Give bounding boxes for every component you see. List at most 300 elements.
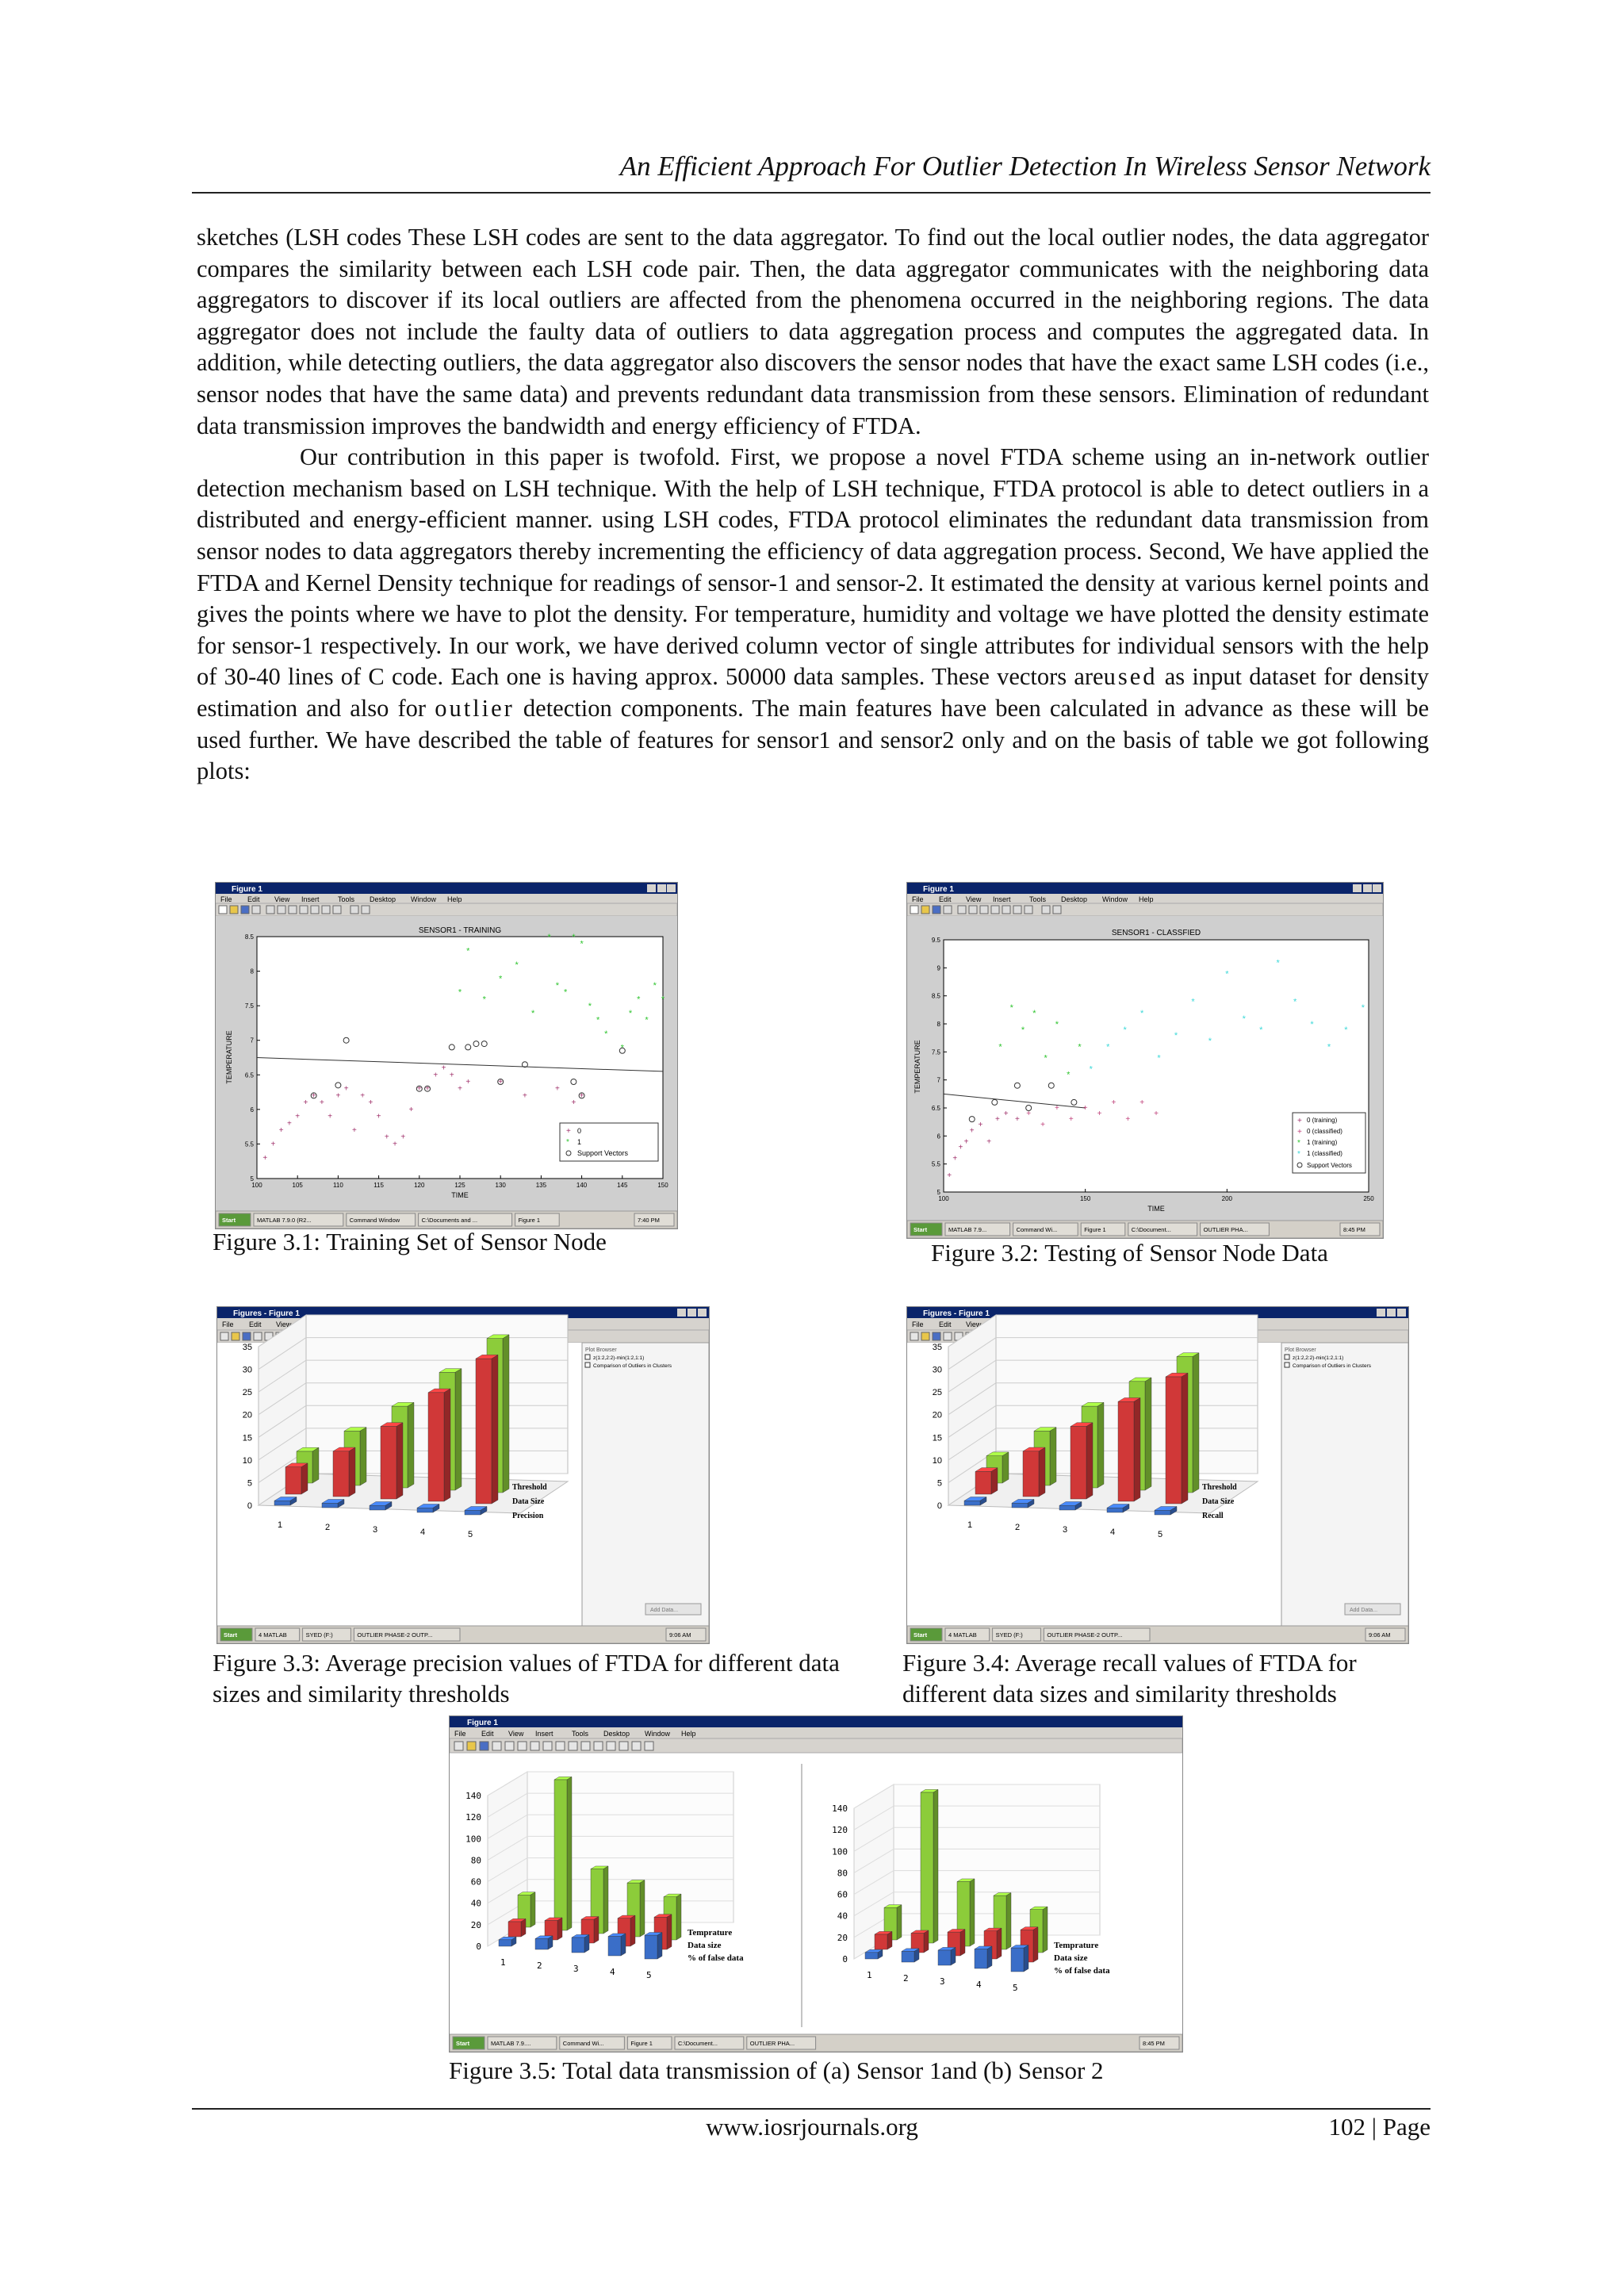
x-tick-label: 125 bbox=[454, 1182, 465, 1189]
taskbar-label: Command Wi... bbox=[562, 2040, 604, 2047]
bar-sensor-2-temprature-5-side bbox=[1043, 1907, 1048, 1953]
y-tick-label: 100 bbox=[465, 1834, 481, 1845]
colorbar-icon[interactable] bbox=[1042, 906, 1050, 914]
plot-browser-title: Plot Browser bbox=[1285, 1347, 1316, 1353]
class-1-point: * bbox=[1106, 1042, 1110, 1052]
x-tick-label: 4 bbox=[1110, 1527, 1116, 1537]
class-1-point: * bbox=[1344, 1025, 1348, 1036]
x-tick-label: 100 bbox=[251, 1182, 262, 1189]
class-1-point: * bbox=[1327, 1042, 1331, 1052]
menu-item-edit[interactable]: Edit bbox=[481, 1730, 494, 1738]
class-1-point: * bbox=[1067, 1070, 1071, 1080]
paragraph-2-part-e: detection components. The main features have been calculated in advance as these will be used further. We have described the table of features for sensor1 and sensor2 only and on the basis of table we got following plots: bbox=[197, 694, 1429, 785]
toolbar-button-icon[interactable] bbox=[944, 1332, 952, 1340]
class-0-point: + bbox=[498, 1078, 504, 1087]
x-tick-label: 200 bbox=[1221, 1195, 1233, 1202]
legend-label-0: 0 (training) bbox=[1307, 1117, 1338, 1124]
title-bar bbox=[907, 883, 1383, 894]
menu-item-edit[interactable]: Edit bbox=[249, 1320, 262, 1328]
y-tick-label: 120 bbox=[832, 1825, 848, 1836]
rotate-icon[interactable] bbox=[1002, 906, 1010, 914]
menu-item-tools[interactable]: Tools bbox=[1029, 895, 1047, 903]
menu-item-file[interactable]: File bbox=[912, 1320, 924, 1328]
class-0-point: + bbox=[303, 1098, 308, 1108]
figure-3-3-caption: Figure 3.3: Average precision values of FTDA for different data sizes and similarity thresholds bbox=[213, 1649, 840, 1708]
y-tick-label: 15 bbox=[242, 1433, 252, 1443]
bar-sensor-1--of-false-data-5 bbox=[645, 1935, 657, 1959]
brush-icon[interactable] bbox=[333, 906, 341, 914]
taskbar-label: Figure 1 bbox=[518, 1217, 541, 1224]
y-tick-label: 0 bbox=[247, 1501, 252, 1511]
menu-bar bbox=[220, 895, 462, 903]
legend bbox=[1293, 1113, 1365, 1173]
class-0-point: + bbox=[393, 1140, 398, 1149]
bar-data-size-1-side bbox=[991, 1468, 998, 1494]
x-tick-label: 1 bbox=[500, 1957, 506, 1968]
axis-series-label: % of false data bbox=[1054, 1966, 1110, 1976]
bar-sensor-1-data-size-3-side bbox=[594, 1917, 599, 1943]
y-tick-label: 140 bbox=[832, 1803, 848, 1814]
toolbar-button-icon[interactable] bbox=[581, 1742, 590, 1750]
bar-data-size-4 bbox=[428, 1393, 444, 1501]
y-tick-label: 8 bbox=[250, 968, 254, 976]
close-button[interactable] bbox=[1397, 1309, 1406, 1317]
toolbar-button-icon[interactable] bbox=[505, 1742, 514, 1750]
x-tick-label: 140 bbox=[576, 1182, 588, 1189]
class-0-point: + bbox=[554, 1084, 560, 1094]
taskbar-label: MATLAB 7.9.... bbox=[491, 2040, 531, 2047]
toolbar-button-icon[interactable] bbox=[543, 1742, 552, 1750]
bar-sensor-2-data-size-5-side bbox=[1033, 1927, 1038, 1962]
figure-3-1-screenshot bbox=[215, 882, 678, 1229]
menu-item-window[interactable]: Window bbox=[1102, 895, 1128, 903]
toolbar-button-icon[interactable] bbox=[607, 1742, 615, 1750]
legend-marker-0: + bbox=[1297, 1117, 1302, 1125]
legend-marker-0: + bbox=[566, 1127, 571, 1136]
minimize-button[interactable] bbox=[677, 1309, 686, 1317]
bar-threshold-4-side bbox=[455, 1369, 462, 1490]
brush-icon[interactable] bbox=[1025, 906, 1032, 914]
bar-recall-3 bbox=[1059, 1505, 1075, 1510]
window-title: Figure 1 bbox=[923, 885, 954, 894]
bar-sensor-2-data-size-2-side bbox=[924, 1930, 929, 1953]
menu-item-insert[interactable]: Insert bbox=[301, 895, 320, 903]
x-tick-label: 145 bbox=[617, 1182, 628, 1189]
toolbar-button-icon[interactable] bbox=[530, 1742, 539, 1750]
class-0-point: + bbox=[441, 1064, 446, 1073]
class-0-point: + bbox=[1040, 1121, 1045, 1130]
menu-item-view[interactable]: View bbox=[966, 1320, 982, 1328]
class-1-point: * bbox=[653, 981, 657, 991]
y-axis-label: TEMPERATURE bbox=[225, 1030, 233, 1084]
new-figure-icon[interactable] bbox=[910, 906, 918, 914]
menu-item-help[interactable]: Help bbox=[447, 895, 462, 903]
y-tick-label: 30 bbox=[242, 1365, 252, 1375]
maximize-button[interactable] bbox=[657, 884, 666, 892]
bar-sensor-2-temprature-4-side bbox=[1006, 1893, 1011, 1949]
bar-data-size-4-side bbox=[1134, 1397, 1140, 1501]
rotate-icon[interactable] bbox=[311, 906, 319, 914]
add-data-button-label: Add Data... bbox=[650, 1608, 679, 1613]
open-file-icon[interactable] bbox=[230, 906, 238, 914]
bar-threshold-1-side bbox=[1002, 1452, 1009, 1483]
class-0-point: + bbox=[351, 1126, 357, 1135]
pan-icon[interactable] bbox=[991, 906, 999, 914]
menu-item-window[interactable]: Window bbox=[645, 1730, 671, 1738]
menu-item-desktop[interactable]: Desktop bbox=[370, 895, 396, 903]
bar-sensor-1-temprature-4-side bbox=[640, 1880, 645, 1937]
legend-label-1: 1 bbox=[577, 1138, 582, 1146]
menu-item-file[interactable]: File bbox=[912, 895, 924, 903]
figure-3-3-svg bbox=[217, 1307, 709, 1643]
plot-browser-checkbox[interactable] bbox=[585, 1363, 590, 1367]
minimize-button[interactable] bbox=[1353, 884, 1362, 892]
plot-browser-checkbox[interactable] bbox=[1285, 1355, 1289, 1359]
toolbar-button-icon[interactable] bbox=[632, 1742, 641, 1750]
axis-series-label: Data Size bbox=[1202, 1497, 1235, 1506]
minimize-button[interactable] bbox=[1377, 1309, 1385, 1317]
toolbar-button-icon[interactable] bbox=[933, 1332, 940, 1340]
zoom-out-icon[interactable] bbox=[289, 906, 297, 914]
menu-item-edit[interactable]: Edit bbox=[939, 1320, 952, 1328]
toolbar-button-icon[interactable] bbox=[619, 1742, 628, 1750]
menu-item-insert[interactable]: Insert bbox=[535, 1730, 553, 1738]
class-0-point: + bbox=[986, 1137, 992, 1147]
legend-icon[interactable] bbox=[1053, 906, 1061, 914]
class-0-point: + bbox=[994, 1115, 1000, 1125]
taskbar-label: OUTLIER PHASE-2 OUTP... bbox=[1047, 1631, 1123, 1639]
zoom-in-icon[interactable] bbox=[969, 906, 977, 914]
class-1-point: * bbox=[1293, 997, 1297, 1007]
class-1-point: * bbox=[555, 981, 560, 991]
window-title: Figures - Figure 1 bbox=[923, 1309, 990, 1318]
x-tick-label: 135 bbox=[535, 1182, 547, 1189]
toolbar-button-icon[interactable] bbox=[480, 1742, 488, 1750]
figure-3-5-screenshot bbox=[449, 1715, 1183, 2053]
taskbar-label: MATLAB 7.9... bbox=[948, 1226, 987, 1233]
toolbar-button-icon[interactable] bbox=[556, 1742, 565, 1750]
class-1-point: * bbox=[563, 987, 568, 998]
menu-item-desktop[interactable]: Desktop bbox=[603, 1730, 630, 1738]
x-tick-label: 4 bbox=[610, 1967, 615, 1977]
toolbar-button-icon[interactable] bbox=[454, 1742, 463, 1750]
class-1-point: * bbox=[596, 1015, 600, 1025]
x-tick-label: 105 bbox=[292, 1182, 303, 1189]
taskbar-label: OUTLIER PHA... bbox=[1203, 1226, 1248, 1233]
y-tick-label: 9.5 bbox=[931, 937, 940, 944]
taskbar-label: 4 MATLAB bbox=[259, 1631, 287, 1639]
x-tick-label: 3 bbox=[940, 1976, 945, 1987]
taskbar-label: C:\Document... bbox=[678, 2040, 718, 2047]
bar-recall-1 bbox=[964, 1501, 980, 1505]
menu-item-edit[interactable]: Edit bbox=[247, 895, 260, 903]
x-tick-label: 5 bbox=[646, 1970, 652, 1980]
x-axis-label: TIME bbox=[1147, 1205, 1165, 1213]
y-tick-label: 30 bbox=[932, 1365, 942, 1375]
menu-item-help[interactable]: Help bbox=[681, 1730, 696, 1738]
y-tick-label: 25 bbox=[932, 1388, 942, 1398]
class-1-point: * bbox=[466, 946, 470, 956]
y-tick-label: 20 bbox=[470, 1919, 481, 1930]
axis-series-label: Recall bbox=[1202, 1512, 1224, 1520]
y-tick-label: 35 bbox=[932, 1343, 942, 1352]
class-0-point: + bbox=[978, 1121, 983, 1130]
class-1-point: * bbox=[620, 1043, 624, 1053]
taskbar-label: Figure 1 bbox=[1084, 1226, 1106, 1233]
menu-item-window[interactable]: Window bbox=[411, 895, 437, 903]
y-tick-label: 8.5 bbox=[244, 933, 254, 941]
plot-browser-checkbox[interactable] bbox=[1285, 1363, 1289, 1367]
class-0-point: + bbox=[449, 1071, 454, 1080]
bar-sensor-2-data-size-1-side bbox=[887, 1931, 892, 1949]
class-0-point: + bbox=[319, 1098, 324, 1108]
bar-sensor-2-data-size-1 bbox=[875, 1934, 887, 1949]
x-tick-label: 130 bbox=[495, 1182, 506, 1189]
bar-sensor-1-data-size-5-side bbox=[667, 1915, 672, 1949]
class-1-point: * bbox=[1044, 1053, 1048, 1064]
class-0-point: + bbox=[287, 1119, 292, 1129]
bar-sensor-2--of-false-data-4 bbox=[975, 1949, 987, 1968]
close-button[interactable] bbox=[1373, 884, 1381, 892]
y-tick-label: 5 bbox=[247, 1478, 252, 1489]
menu-item-desktop[interactable]: Desktop bbox=[1061, 895, 1088, 903]
axis-series-label: Threshold bbox=[1202, 1483, 1237, 1492]
save-icon[interactable] bbox=[933, 906, 940, 914]
maximize-button[interactable] bbox=[688, 1309, 696, 1317]
menu-item-tools[interactable]: Tools bbox=[572, 1730, 589, 1738]
class-1-point: * bbox=[1009, 1002, 1013, 1013]
window-title: Figure 1 bbox=[467, 1719, 498, 1727]
class-1-point: * bbox=[1157, 1053, 1161, 1064]
bar-sensor-1--of-false-data-2 bbox=[535, 1938, 548, 1949]
data-cursor-icon[interactable] bbox=[1013, 906, 1021, 914]
colorbar-icon[interactable] bbox=[350, 906, 358, 914]
class-0-point: + bbox=[1154, 1110, 1159, 1119]
class-1-point: * bbox=[531, 1008, 535, 1018]
bar-sensor-2-temprature-2 bbox=[921, 1792, 933, 1943]
x-tick-label: 5 bbox=[1158, 1530, 1163, 1539]
class-0-point: + bbox=[1014, 1115, 1020, 1125]
axis-series-label: Data size bbox=[688, 1941, 722, 1950]
class-1-point: * bbox=[588, 1002, 592, 1012]
y-tick-label: 40 bbox=[470, 1898, 481, 1909]
toolbar-button-icon[interactable] bbox=[467, 1742, 476, 1750]
class-1-point: * bbox=[1055, 1020, 1059, 1029]
x-tick-label: 2 bbox=[537, 1961, 542, 1971]
axis-series-label: Temprature bbox=[1054, 1941, 1099, 1950]
class-0-point: + bbox=[343, 1084, 349, 1094]
taskbar-label: SYED (F:) bbox=[995, 1631, 1023, 1639]
class-0-point: + bbox=[400, 1133, 406, 1142]
paragraph-1: sketches (LSH codes These LSH codes are sent to the data aggregator. To find out the local outlier nodes, the data aggregator compares the similarity between each LSH code pair. Then, the data aggregator communicates with the neighboring data aggregators to discover if its local outliers are affected from the phenomena occurred in the neighboring regions. The data aggregator does not include the faulty data of outliers to data aggregation process and computes the aggregated data. In addition, while detecting outliers, the data aggregator also discovers the sensor nodes that have the exact same LSH codes (i.e., sensor nodes that have the same data) and prevents redundant data transmission from these sensors. Elimination of redundant data transmission improves the bandwidth and energy efficiency of FTDA. bbox=[197, 224, 1429, 439]
menu-item-edit[interactable]: Edit bbox=[939, 895, 952, 903]
zoom-out-icon[interactable] bbox=[980, 906, 988, 914]
window-title: Figure 1 bbox=[232, 885, 262, 894]
arrow-icon[interactable] bbox=[266, 906, 274, 914]
window-title: Figures - Figure 1 bbox=[233, 1309, 300, 1318]
header-rule bbox=[192, 192, 1431, 194]
x-tick-label: 5 bbox=[468, 1530, 473, 1539]
toolbar-button-icon[interactable] bbox=[220, 1332, 228, 1340]
bar-data-size-3-side bbox=[1086, 1423, 1093, 1499]
y-tick-label: 0 bbox=[476, 1941, 481, 1952]
data-cursor-icon[interactable] bbox=[322, 906, 330, 914]
toolbar-button-icon[interactable] bbox=[492, 1742, 501, 1750]
bar-threshold-2-side bbox=[1050, 1428, 1056, 1485]
class-0-point: + bbox=[1111, 1098, 1116, 1107]
legend-label-3: 1 (classified) bbox=[1307, 1150, 1342, 1157]
class-0-point: + bbox=[952, 1154, 958, 1163]
print-icon[interactable] bbox=[252, 906, 260, 914]
footer-rule bbox=[192, 2108, 1431, 2110]
menu-item-file[interactable]: File bbox=[222, 1320, 234, 1328]
taskbar-label: 8:45 PM bbox=[1343, 1226, 1365, 1233]
figure-3-4-caption: Figure 3.4: Average recall values of FTDA for different data sizes and similarity thresholds bbox=[902, 1649, 1357, 1708]
taskbar-label: Start bbox=[456, 2040, 470, 2047]
class-1-point: * bbox=[572, 933, 576, 942]
bar-data-size-5-side bbox=[492, 1355, 498, 1504]
class-1-point: * bbox=[1208, 1037, 1212, 1047]
y-tick-label: 6.5 bbox=[931, 1105, 940, 1112]
class-1-point: * bbox=[645, 1015, 649, 1025]
body-text bbox=[197, 222, 1429, 788]
bar-recall-5 bbox=[1155, 1510, 1170, 1515]
taskbar-label: Start bbox=[914, 1226, 928, 1233]
menu-item-insert[interactable]: Insert bbox=[993, 895, 1011, 903]
legend-label-2: 1 (training) bbox=[1307, 1139, 1338, 1146]
toolbar-button-icon[interactable] bbox=[569, 1742, 577, 1750]
legend-label-2: Support Vectors bbox=[577, 1149, 629, 1157]
plot-browser-checkbox[interactable] bbox=[585, 1355, 590, 1359]
toolbar-button-icon[interactable] bbox=[243, 1332, 251, 1340]
class-0-point: + bbox=[376, 1112, 381, 1121]
menu-bar bbox=[912, 895, 1154, 903]
x-tick-label: 1 bbox=[867, 1970, 872, 1980]
save-icon[interactable] bbox=[241, 906, 249, 914]
add-data-button-label: Add Data... bbox=[1350, 1608, 1378, 1613]
transmission-chart-sensor-2 bbox=[832, 1784, 1110, 1993]
plot-browser-item: z(1:2,2:2)-min(1:2,1:1) bbox=[593, 1355, 645, 1361]
class-0-point: + bbox=[384, 1133, 389, 1142]
figure-3-4-screenshot bbox=[906, 1306, 1409, 1644]
menu-item-file[interactable]: File bbox=[220, 895, 232, 903]
plot-browser-panel bbox=[582, 1343, 709, 1626]
bar-sensor-1-data-size-4-side bbox=[630, 1915, 635, 1946]
taskbar-label: Command Window bbox=[349, 1217, 400, 1224]
menu-item-help[interactable]: Help bbox=[1139, 895, 1154, 903]
x-tick-label: 2 bbox=[1015, 1523, 1021, 1532]
legend-marker-1: * bbox=[566, 1138, 569, 1147]
toolbar-button-icon[interactable] bbox=[594, 1742, 603, 1750]
legend bbox=[560, 1123, 658, 1161]
class-0-point: + bbox=[571, 1098, 576, 1108]
print-icon[interactable] bbox=[944, 906, 952, 914]
arrow-icon[interactable] bbox=[958, 906, 966, 914]
class-0-point: + bbox=[1068, 1115, 1074, 1125]
bar-sensor-2-data-size-3-side bbox=[960, 1930, 965, 1956]
toolbar-button-icon[interactable] bbox=[254, 1332, 262, 1340]
menu-item-view[interactable]: View bbox=[508, 1730, 524, 1738]
running-header: An Efficient Approach For Outlier Detection In Wireless Sensor Network bbox=[619, 151, 1431, 182]
x-axis-label: TIME bbox=[451, 1191, 469, 1199]
y-tick-label: 0 bbox=[842, 1954, 848, 1964]
bar-sensor-1-data-size-1-side bbox=[521, 1918, 526, 1937]
class-0-point: + bbox=[465, 1078, 471, 1087]
y-tick-label: 20 bbox=[932, 1410, 942, 1420]
x-tick-label: 120 bbox=[414, 1182, 425, 1189]
new-figure-icon[interactable] bbox=[219, 906, 227, 914]
y-tick-label: 25 bbox=[242, 1388, 252, 1398]
toolbar-button-icon[interactable] bbox=[232, 1332, 239, 1340]
x-tick-label: 4 bbox=[420, 1527, 426, 1537]
plot-browser-item: z(1:2,2:2)-min(1:2,1:1) bbox=[1293, 1355, 1344, 1361]
taskbar-label: 4 MATLAB bbox=[948, 1631, 977, 1639]
class-0-point: + bbox=[278, 1126, 284, 1135]
bar-sensor-1--of-false-data-4-side bbox=[621, 1934, 626, 1956]
menu-item-view[interactable]: View bbox=[966, 895, 982, 903]
class-1-point: * bbox=[604, 1029, 608, 1039]
bar-data-size-1 bbox=[285, 1467, 301, 1494]
class-1-point: * bbox=[1123, 1025, 1127, 1036]
y-tick-label: 7 bbox=[936, 1076, 940, 1084]
toolbar-button-icon[interactable] bbox=[921, 1332, 929, 1340]
close-button[interactable] bbox=[667, 884, 676, 892]
x-tick-label: 100 bbox=[938, 1195, 949, 1202]
menu-item-tools[interactable]: Tools bbox=[338, 895, 355, 903]
legend-icon[interactable] bbox=[362, 906, 370, 914]
paragraph-2-part-d: outlier bbox=[435, 694, 515, 722]
bar-sensor-2-temprature-2-side bbox=[933, 1789, 938, 1943]
bar-threshold-5-side bbox=[503, 1335, 509, 1493]
class-0-point: + bbox=[458, 1084, 462, 1094]
x-tick-label: 115 bbox=[373, 1182, 384, 1189]
maximize-button[interactable] bbox=[1387, 1309, 1396, 1317]
bar-data-size-5 bbox=[476, 1359, 492, 1504]
minimize-button[interactable] bbox=[647, 884, 656, 892]
taskbar-label: OUTLIER PHASE-2 OUTP... bbox=[357, 1631, 433, 1639]
y-tick-label: 35 bbox=[242, 1343, 252, 1352]
x-tick-label: 110 bbox=[333, 1182, 343, 1189]
y-tick-label: 40 bbox=[837, 1911, 848, 1922]
bar-sensor-1--of-false-data-4 bbox=[608, 1937, 621, 1956]
toolbar-button-icon[interactable] bbox=[518, 1742, 527, 1750]
open-file-icon[interactable] bbox=[921, 906, 929, 914]
bar-precision-2 bbox=[322, 1503, 338, 1508]
menu-item-view[interactable]: View bbox=[274, 895, 290, 903]
menu-item-file[interactable]: File bbox=[454, 1730, 466, 1738]
toolbar-button-icon[interactable] bbox=[910, 1332, 918, 1340]
pan-icon[interactable] bbox=[300, 906, 308, 914]
class-1-point: * bbox=[482, 995, 486, 1005]
y-tick-label: 5.5 bbox=[931, 1160, 940, 1168]
class-0-point: + bbox=[295, 1112, 301, 1121]
menu-item-view[interactable]: View bbox=[276, 1320, 292, 1328]
bar-sensor-1-temprature-1-side bbox=[530, 1892, 535, 1927]
maximize-button[interactable] bbox=[1363, 884, 1372, 892]
class-1-point: * bbox=[1089, 1064, 1093, 1075]
class-0-point: + bbox=[311, 1091, 316, 1101]
title-bar bbox=[216, 883, 677, 894]
menu-bar-bg bbox=[450, 1727, 1182, 1738]
toolbar-button-icon[interactable] bbox=[645, 1742, 653, 1750]
figure-3-2-svg bbox=[907, 883, 1383, 1238]
taskbar-label: OUTLIER PHA... bbox=[749, 2040, 795, 2047]
y-tick-label: 7.5 bbox=[931, 1048, 940, 1056]
y-tick-label: 7 bbox=[250, 1037, 254, 1045]
zoom-in-icon[interactable] bbox=[278, 906, 285, 914]
bar-data-size-2-side bbox=[349, 1447, 355, 1497]
close-button[interactable] bbox=[698, 1309, 707, 1317]
